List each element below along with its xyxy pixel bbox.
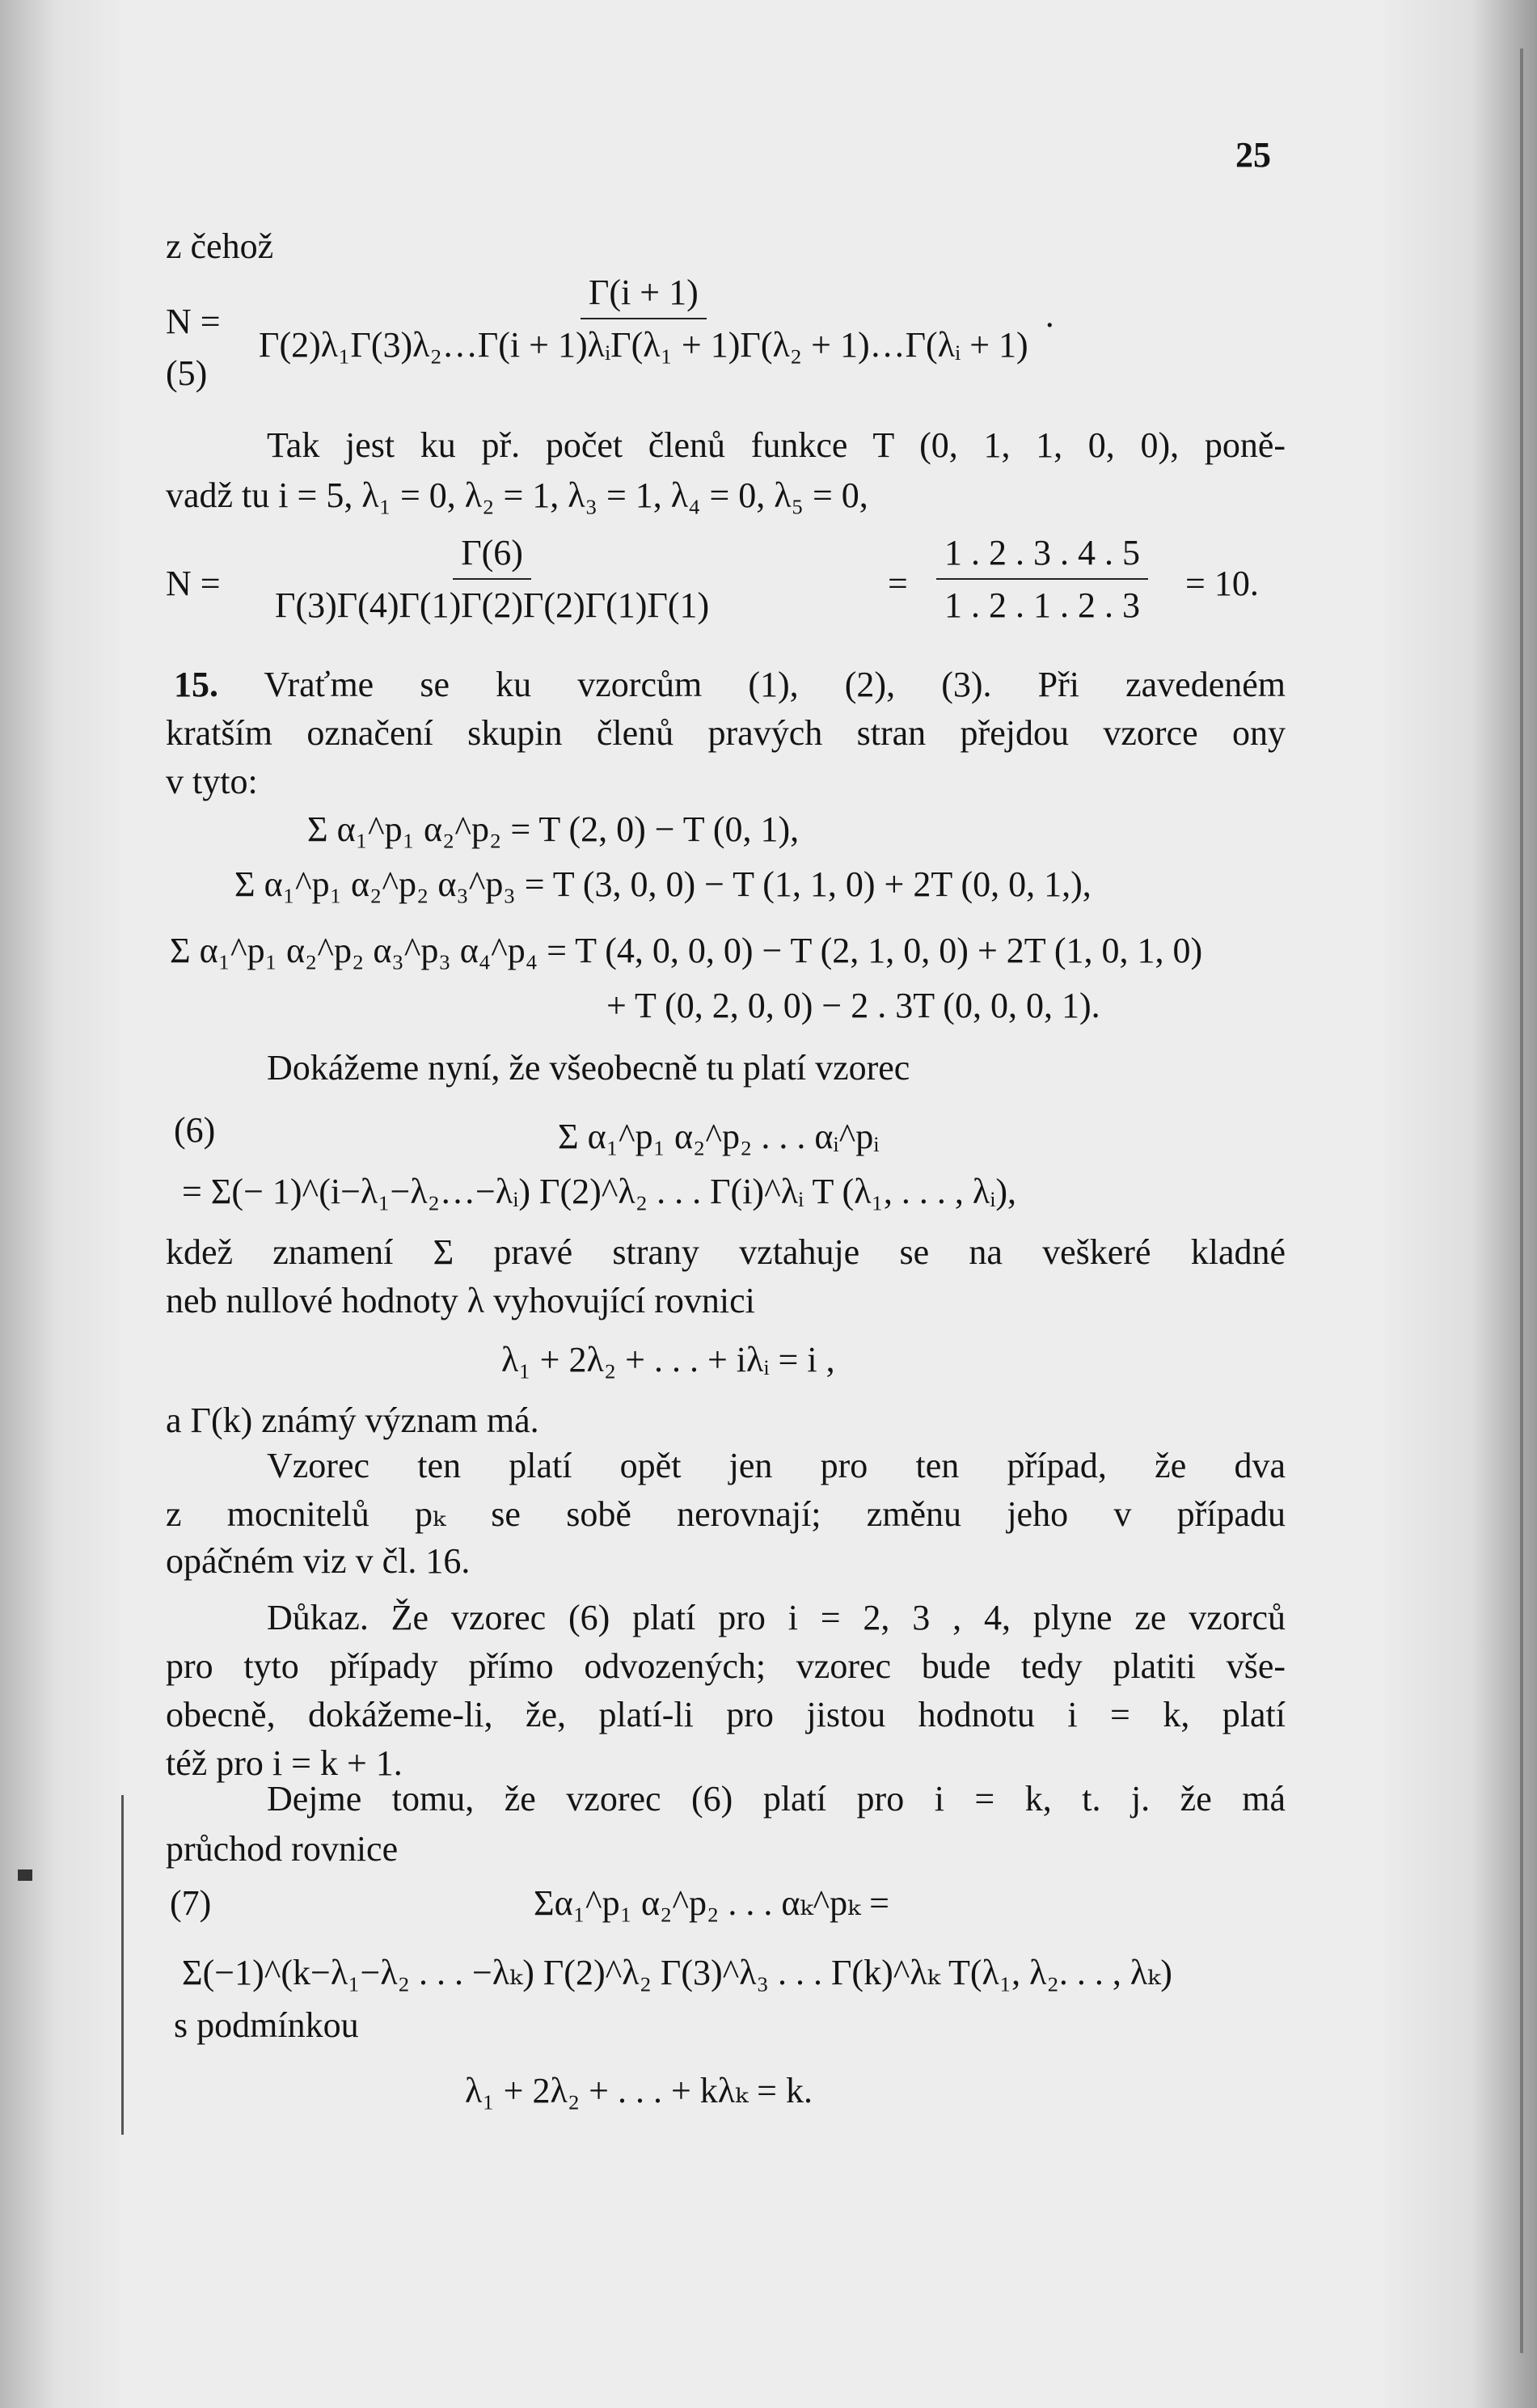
scan-mark (18, 1869, 32, 1881)
eq6-line-2: = Σ(− 1)^(i−λ₁−λ₂…−λᵢ) Γ(2)^λ₂ . . . Γ(i)^λᵢ T (λ₁, . . . , λᵢ), (182, 1172, 1017, 1211)
eqN-lhs: N = (166, 564, 221, 603)
eq5-label: (5) (166, 353, 208, 393)
sec15-line-3: v tyto: (166, 762, 258, 801)
eqN-fraction-1 (267, 532, 717, 626)
p3-line-1: kdež znamení Σ pravé strany vztahuje se na veškeré kladné (166, 1232, 1286, 1272)
eq5-numerator: Γ(i + 1) (581, 272, 707, 319)
eq6-label: (6) (174, 1110, 216, 1150)
p2: Dokážeme nyní, že všeobecně tu platí vzorec (267, 1048, 910, 1088)
eqN-fraction-2 (936, 532, 1148, 626)
eq7-line-2: Σ(−1)^(k−λ₁−λ₂ . . . −λₖ) Γ(2)^λ₂ Γ(3)^λ₃ . . . Γ(k)^λₖ T(λ₁, λ₂. . . , λₖ) (182, 1953, 1172, 1992)
page-number: 25 (1235, 135, 1271, 175)
sec15-line-1: Vraťme se ku vzorcům (1), (2), (3). Při zavedeném (264, 665, 1286, 704)
p6-line-1: Důkaz. Že vzorec (6) platí pro i = 2, 3 , 4, plyne ze vzorců (267, 1598, 1286, 1637)
p6-line-3: obecně, dokážeme-li, že, platí-li pro jistou hodnotu i = k, platí (166, 1695, 1286, 1734)
p3-line-2: neb nullové hodnoty λ vyhovující rovnici (166, 1281, 755, 1320)
eq7-label: (7) (170, 1883, 212, 1923)
p6-line-4: též pro i = k + 1. (166, 1743, 403, 1783)
eq6-line-1: Σ α₁^p₁ α₂^p₂ . . . αᵢ^pᵢ (558, 1117, 880, 1156)
sec15-number: 15. (174, 665, 218, 704)
eq5-fraction (251, 272, 1054, 365)
p4: a Γ(k) známý význam má. (166, 1400, 539, 1440)
p5-line-1: Vzorec ten platí opět jen pro ten případ, že dva (267, 1446, 1286, 1485)
sec15-first-line (174, 660, 1286, 710)
scan-margin-line (121, 1795, 124, 2135)
eq5-end: . (1045, 295, 1054, 336)
sum-eq-4: + T (0, 2, 0, 0) − 2 . 3T (0, 0, 0, 1). (606, 986, 1100, 1025)
sum-eq-3: Σ α₁^p₁ α₂^p₂ α₃^p₃ α₄^p₄ = T (4, 0, 0, 0) − T (2, 1, 0, 0) + 2T (1, 0, 1, 0) (170, 931, 1203, 970)
p5-line-2: z mocnitelů pₖ se sobě nerovnají; změnu jeho v případu (166, 1494, 1286, 1534)
eq5-denominator: Γ(2)λ₁Γ(3)λ₂…Γ(i + 1)λᵢΓ(λ₁ + 1)Γ(λ₂ + 1)…Γ(λᵢ + 1) (259, 325, 1028, 365)
sum-eq-2: Σ α₁^p₁ α₂^p₂ α₃^p₃ = T (3, 0, 0) − T (1, 1, 0) + 2T (0, 0, 1,), (234, 864, 1092, 904)
p5-line-3: opáčném viz v čl. 16. (166, 1541, 471, 1581)
sec15-line-2: kratším označení skupin členů pravých stran přejdou vzorce ony (166, 713, 1286, 753)
p1-line-1: Tak jest ku př. počet členů funkce T (0, 1, 1, 0, 0), poně- (267, 425, 1286, 465)
eqN-frac1-den: Γ(3)Γ(4)Γ(1)Γ(2)Γ(2)Γ(1)Γ(1) (275, 585, 710, 625)
p7-line-2: průchod rovnice (166, 1829, 399, 1869)
eq-condition: λ₁ + 2λ₂ + . . . + iλᵢ = i , (501, 1340, 835, 1379)
sum-eq-1: Σ α₁^p₁ α₂^p₂ = T (2, 0) − T (0, 1), (307, 809, 800, 849)
text-z-cehoz: z čehož (166, 226, 274, 266)
p7-line-1: Dejme tomu, že vzorec (6) platí pro i = k, t. j. že má (267, 1779, 1286, 1819)
p6-line-2: pro tyto případy přímo odvozených; vzorec bude tedy platiti vše- (166, 1646, 1286, 1686)
eqN-frac2-den: 1 . 2 . 1 . 2 . 3 (944, 585, 1140, 625)
eqN-equals: = (888, 564, 908, 603)
eqN-result: = 10. (1185, 564, 1259, 603)
eq5-lhs: N = (166, 302, 221, 341)
eq-final: λ₁ + 2λ₂ + . . . + kλₖ = k. (465, 2071, 813, 2110)
p1-line-2: vadž tu i = 5, λ₁ = 0, λ₂ = 1, λ₃ = 1, λ₄ = 0, λ₅ = 0, (166, 475, 868, 515)
eqN-frac1-num: Γ(6) (453, 532, 531, 580)
eqN-frac2-num: 1 . 2 . 3 . 4 . 5 (936, 532, 1148, 580)
scan-edge-right (1520, 49, 1523, 2353)
p8: s podmínkou (174, 2005, 359, 2045)
eq7-line-1: Σα₁^p₁ α₂^p₂ . . . αₖ^pₖ = (534, 1883, 889, 1923)
